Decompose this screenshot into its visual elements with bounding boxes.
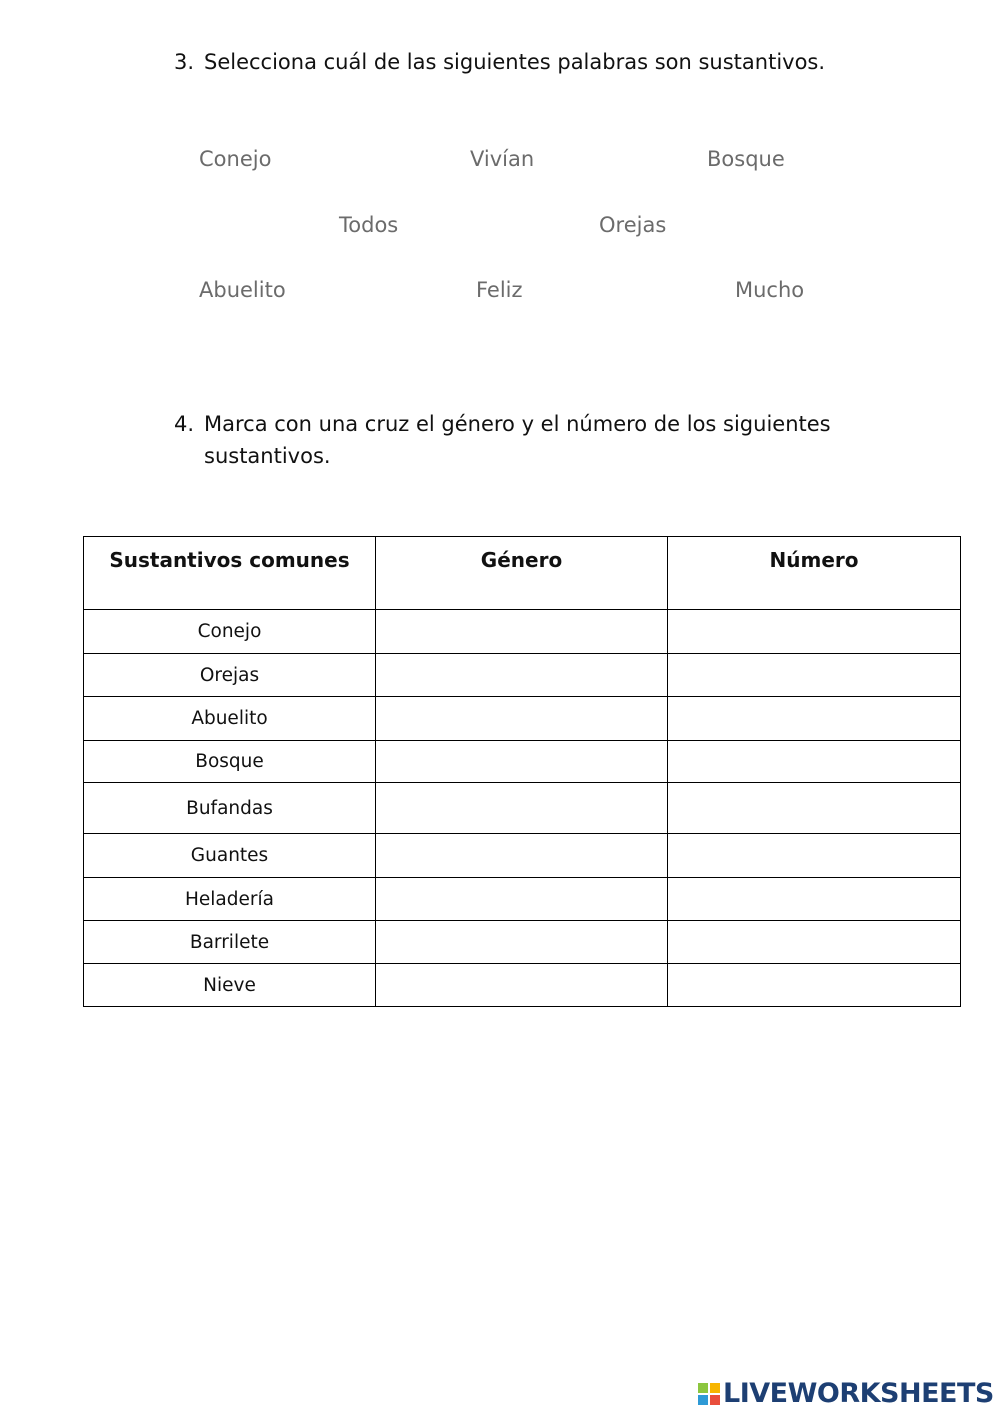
liveworksheets-logo xyxy=(698,1378,994,1409)
table-row xyxy=(84,783,961,834)
logo-text: LIVEWORKSHEETS xyxy=(723,1378,994,1409)
question-number: 4. xyxy=(174,412,195,436)
header-numero: Número xyxy=(668,537,961,610)
question-number: 3. xyxy=(174,50,195,74)
genero-cell[interactable] xyxy=(376,741,668,783)
table-row xyxy=(84,741,961,783)
genero-cell[interactable] xyxy=(376,610,668,654)
genero-cell[interactable] xyxy=(376,921,668,964)
noun-cell: Guantes xyxy=(84,834,376,878)
noun-cell: Abuelito xyxy=(84,697,376,741)
word-option[interactable]: Feliz xyxy=(476,278,523,302)
logo-badge-icon xyxy=(698,1383,720,1405)
noun-cell: Orejas xyxy=(84,654,376,697)
numero-cell[interactable] xyxy=(668,610,961,654)
word-option[interactable]: Orejas xyxy=(599,213,667,237)
genero-cell[interactable] xyxy=(376,834,668,878)
noun-cell: Conejo xyxy=(84,610,376,654)
noun-cell: Nieve xyxy=(84,964,376,1007)
table-row xyxy=(84,921,961,964)
noun-table xyxy=(83,536,961,1007)
word-option[interactable]: Mucho xyxy=(735,278,805,302)
table-row xyxy=(84,697,961,741)
noun-cell: Barrilete xyxy=(84,921,376,964)
question-text-line2: sustantivos. xyxy=(204,444,331,468)
table-row xyxy=(84,878,961,921)
genero-cell[interactable] xyxy=(376,878,668,921)
table-row xyxy=(84,964,961,1007)
table-row xyxy=(84,834,961,878)
word-option[interactable]: Bosque xyxy=(707,147,785,171)
numero-cell[interactable] xyxy=(668,834,961,878)
word-option[interactable]: Abuelito xyxy=(199,278,286,302)
word-option[interactable]: Todos xyxy=(339,213,399,237)
question-3 xyxy=(174,46,825,78)
noun-cell: Bosque xyxy=(84,741,376,783)
genero-cell[interactable] xyxy=(376,964,668,1007)
header-sustantivos: Sustantivos comunes xyxy=(84,537,376,610)
question-text: Selecciona cuál de las siguientes palabras son sustantivos. xyxy=(204,50,826,74)
question-4 xyxy=(174,408,831,472)
table-row xyxy=(84,610,961,654)
header-genero: Género xyxy=(376,537,668,610)
numero-cell[interactable] xyxy=(668,878,961,921)
numero-cell[interactable] xyxy=(668,741,961,783)
numero-cell[interactable] xyxy=(668,964,961,1007)
numero-cell[interactable] xyxy=(668,783,961,834)
table-row xyxy=(84,654,961,697)
noun-cell: Bufandas xyxy=(84,783,376,834)
genero-cell[interactable] xyxy=(376,783,668,834)
question-text-line1: Marca con una cruz el género y el número de los siguientes xyxy=(204,412,831,436)
numero-cell[interactable] xyxy=(668,921,961,964)
word-option[interactable]: Conejo xyxy=(199,147,272,171)
noun-cell: Heladería xyxy=(84,878,376,921)
numero-cell[interactable] xyxy=(668,654,961,697)
genero-cell[interactable] xyxy=(376,697,668,741)
genero-cell[interactable] xyxy=(376,654,668,697)
word-option[interactable]: Vivían xyxy=(470,147,535,171)
numero-cell[interactable] xyxy=(668,697,961,741)
